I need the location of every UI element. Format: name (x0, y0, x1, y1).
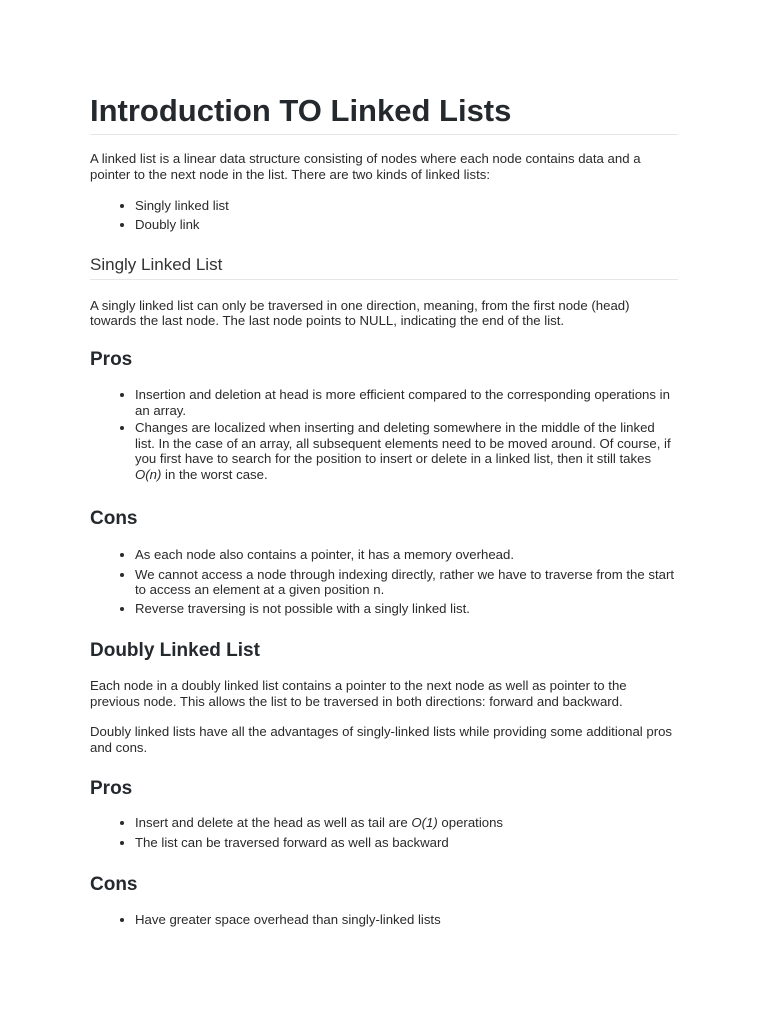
list-item (135, 420, 678, 482)
pros-text: in the worst case. (161, 467, 268, 483)
doubly-pros-list (90, 815, 678, 850)
doubly-cons-list (90, 912, 678, 928)
doubly-description-2: Doubly linked lists have all the advantages of singly-linked lists while providing some additional pros and cons. (90, 724, 673, 755)
list-item: • The list can be traversed forward as well as backward (135, 835, 678, 851)
page-title: Introduction TO Linked Lists (90, 92, 678, 135)
singly-pros-list (90, 387, 678, 483)
singly-description: A singly linked list can only be traversed in one direction, meaning, from the first node (head) towards the last node. The last node points to NULL, indicating the end of the list. (90, 297, 630, 329)
kinds-list (90, 198, 678, 233)
list-item: • Have greater space overhead than singly-linked lists (135, 912, 678, 928)
list-item (135, 815, 678, 831)
doubly-pros-heading: Pros (90, 778, 133, 800)
singly-heading: Singly Linked List (90, 253, 678, 280)
list-item: • Insertion and deletion at head is more efficient compared to the corresponding operations in an array. (135, 387, 678, 418)
singly-cons-list (90, 547, 678, 617)
list-item: • As each node also contains a pointer, it has a memory overhead. (135, 547, 678, 563)
pros-text: operations (437, 815, 504, 831)
list-item: • We cannot access a node through indexing directly, rather we have to traverse from the start to access an element at a given position n. (135, 567, 678, 598)
pros-text: Insert and delete at the head as well as tail are (135, 815, 412, 831)
doubly-heading: Doubly Linked List (90, 640, 260, 661)
list-item: • Reverse traversing is not possible with a singly linked list. (135, 601, 678, 617)
list-item: • Singly linked list (135, 198, 678, 214)
doubly-description-1: Each node in a doubly linked list contains a pointer to the next node as well as pointer to the previous node. This allows the list to be traversed in both directions: forward and backward. (90, 678, 627, 709)
pros-text: Changes are localized when inserting and deleting somewhere in the middle of the linked list. In the case of an array, all subsequent elements need to be moved around. Of course, if you first have to search for the position to insert or delete in a linked list, then it still takes (135, 420, 671, 467)
singly-cons-heading: Cons (90, 507, 138, 529)
list-item: • Doubly link (135, 217, 678, 233)
complexity-term: O(1) (411, 815, 438, 831)
doubly-cons-heading: Cons (90, 873, 138, 895)
singly-pros-heading: Pros (90, 349, 133, 371)
intro-paragraph: A linked list is a linear data structure consisting of nodes where each node contains data and a pointer to the next node in the list. There are two kinds of linked lists: (90, 151, 641, 182)
complexity-term: O(n) (135, 467, 162, 483)
article (90, 92, 678, 927)
